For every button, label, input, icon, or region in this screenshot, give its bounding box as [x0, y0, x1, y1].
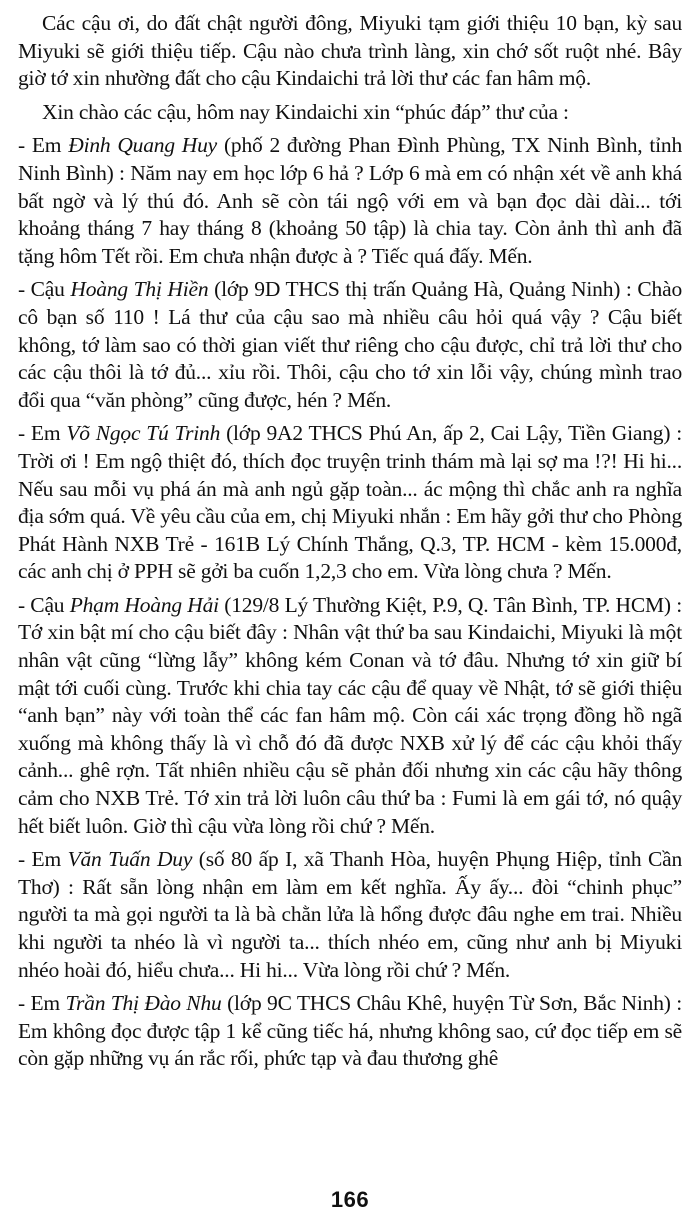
- reader-name: Phạm Hoàng Hải: [69, 592, 219, 617]
- letter-body: (lớp 9C THCS Châu Khê, huyện Từ Sơn, Bắc Ninh) : Em không đọc được tập 1 kể cũng tiếc há, nhưng không sao, cứ đọc tiếp em sẽ còn gặp những vụ án rắc rối, phức tạp và đau thương ghê: [18, 991, 682, 1071]
- letter-reply: [18, 420, 682, 586]
- page-content: [18, 10, 682, 1079]
- letter-prefix: - Em: [18, 991, 66, 1016]
- reader-name: Hoàng Thị Hiền: [70, 277, 209, 302]
- letter-reply: [18, 592, 682, 840]
- letter-body: (lớp 9D THCS thị trấn Quảng Hà, Quảng Ninh) : Chào cô bạn số 110 ! Lá thư của cậu sao mà nhiều câu hỏi quá vậy ? Cậu biết không, tớ làm sao có thời gian viết thư riêng cho cậu được, chỉ trả lời thư cho các cậu thôi là tớ đủ... xỉu rồi. Thôi, cậu cho tớ xin lỗi vậy, chúng mình trao đổi qua “văn phòng” cũng được, hén ? Mến.: [18, 277, 682, 412]
- letter-body: (số 80 ấp I, xã Thanh Hòa, huyện Phụng Hiệp, tỉnh Cần Thơ) : Rất sẵn lòng nhận em làm em kết nghĩa. Ấy ấy... đòi “chinh phục” người ta mà gọi người ta là bà chằn lửa là hổng được đâu nghe em trai. Nhiều khi người ta nhéo là vì người ta... thích nhéo em, cũng như anh bị Miyuki nhéo hoài đó, hiểu chưa... Hi hi... Vừa lòng rồi chứ ? Mến.: [18, 847, 682, 982]
- letter-body: (lớp 9A2 THCS Phú An, ấp 2, Cai Lậy, Tiền Giang) : Trời ơi ! Em ngộ thiệt đó, thích đọc truyện trinh thám mà lại sợ ma !?! Hi hi... Nếu sau mỗi vụ phá án mà anh ngủ gặp toàn... ác mộng thì chắc anh ra nghĩa địa sớm quá. Về yêu cầu của em, chị Miyuki nhắn : Em hãy gởi thư cho Phòng Phát Hành NXB Trẻ - 161B Lý Chính Thắng, Q.3, TP. HCM - kèm 15.000đ, các anh chị ở PPH sẽ gởi ba cuốn 1,2,3 cho em. Vừa lòng chưa ? Mến.: [18, 421, 682, 584]
- greeting-paragraph: Xin chào các cậu, hôm nay Kindaichi xin “phúc đáp” thư của :: [42, 99, 569, 124]
- intro-paragraph: Các cậu ơi, do đất chật người đông, Miyuki tạm giới thiệu 10 bạn, kỳ sau Miyuki sẽ giới thiệu tiếp. Cậu nào chưa trình làng, xin chớ sốt ruột nhé. Bây giờ tớ xin nhường đất cho cậu Kindaichi trả lời thư các fan hâm mộ.: [18, 11, 682, 91]
- letter-reply: [18, 132, 682, 270]
- reader-name: Võ Ngọc Tú Trinh: [66, 421, 221, 446]
- page-number: 166: [330, 1187, 370, 1212]
- letter-reply: [18, 990, 682, 1073]
- letter-prefix: - Cậu: [18, 592, 70, 617]
- letter-reply: [18, 276, 682, 414]
- reader-name: Đinh Quang Huy: [68, 133, 218, 158]
- letter-body: (129/8 Lý Thường Kiệt, P.9, Q. Tân Bình, TP. HCM) : Tớ xin bật mí cho cậu biết đây : Nhân vật thứ ba sau Kindaichi, Miyuki là một nhân vật cũng “lừng lẫy” không kém Conan và tớ đâu. Nhưng tớ xin giữ bí mật tới cuối cùng. Trước khi chia tay các cậu để quay về Nhật, tớ sẽ giới thiệu “anh bạn” này với toàn thể các fan hâm mộ. Còn cái xác trọng đồng hồ ngã xuống mà không thấy là vì chỗ đó đã được NXB xử lý để các cậu khỏi thấy cảnh... ghê rợn. Tất nhiên nhiều cậu sẽ phản đối nhưng xin các cậu hãy thông cảm cho NXB Trẻ. Tớ xin trả lời luôn câu thứ ba : Fumi là em gái tớ, nó quậy hết biết luôn. Giờ thì cậu vừa lòng rồi chứ ? Mến.: [18, 592, 683, 838]
- reader-name: Văn Tuấn Duy: [67, 847, 193, 872]
- letter-prefix: - Em: [18, 847, 68, 872]
- reader-name: Trần Thị Đào Nhu: [65, 991, 222, 1016]
- letter-body: (phố 2 đường Phan Đình Phùng, TX Ninh Bình, tỉnh Ninh Bình) : Năm nay em học lớp 6 hả ? Lớp 6 mà em có nhận xét về anh khá bất ngờ và lý thú đó. Anh sẽ còn tái ngộ với em và bạn đọc dài dài... tới khoảng tháng 7 hay tháng 8 (khoảng 50 tập) là chia tay. Còn ảnh thì anh đã tặng hôm Tết rồi. Em chưa nhận được à ? Tiếc quá đấy. Mến.: [18, 133, 683, 268]
- letter-prefix: - Cậu: [18, 277, 71, 302]
- letter-prefix: - Em: [18, 133, 69, 158]
- letter-prefix: - Em: [18, 421, 67, 446]
- letter-reply: [18, 846, 682, 984]
